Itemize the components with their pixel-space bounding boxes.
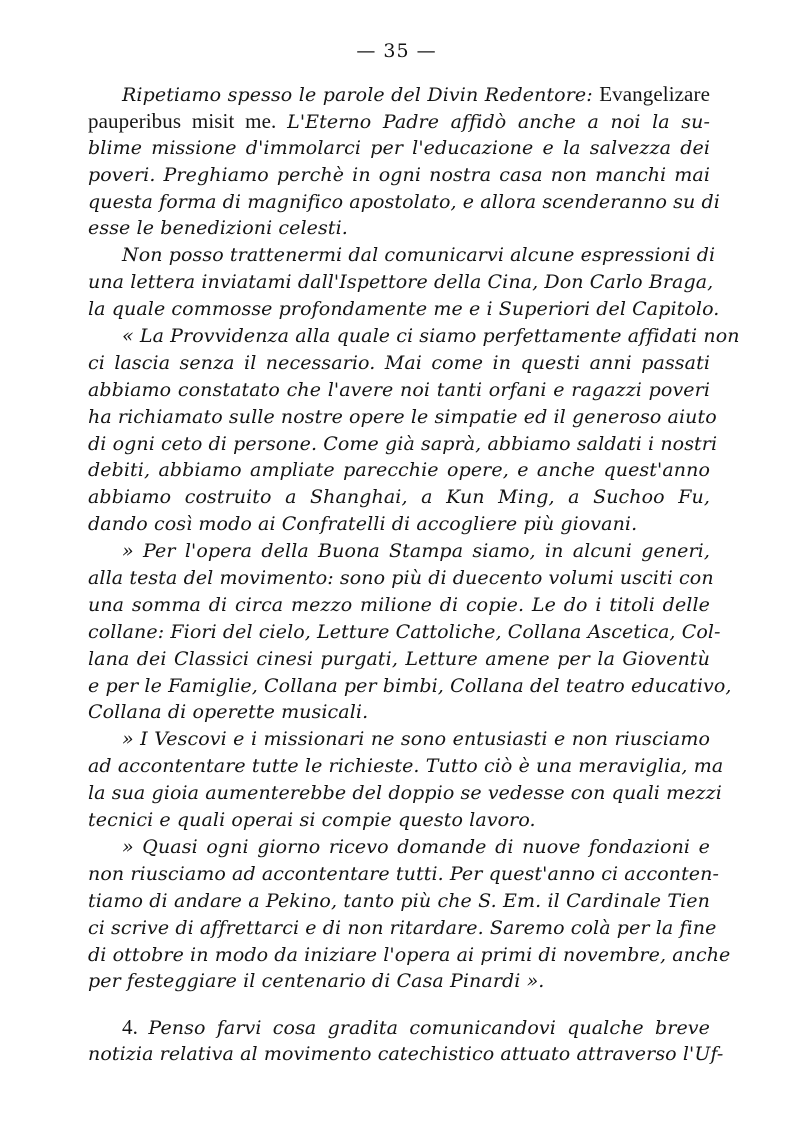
- text-segment: notizia relativa al movimento catechistico attuato attraverso l'Uf-: [88, 1043, 724, 1066]
- body-text: [88, 81, 740, 1068]
- text-segment: » Quasi ogni giorno ricevo domande di nuove fondazioni e: [122, 835, 710, 858]
- text-segment: pauperibus misit me.: [88, 108, 288, 133]
- paragraph: [88, 323, 740, 538]
- text-line: [88, 189, 720, 216]
- text-segment: la quale commosse profondamente me e i Superiori del Capitolo.: [88, 298, 720, 321]
- text-line: [88, 511, 710, 538]
- text-line: [88, 350, 710, 377]
- text-segment: lana dei Classici cinesi purgati, Letture amene per la Gioventù: [88, 647, 710, 670]
- text-segment: L'Eterno Padre affidò anche a noi la su-: [287, 110, 710, 133]
- text-segment: blime missione d'immolarci per l'educazione e la salvezza dei: [88, 136, 710, 159]
- text-segment: tiamo di andare a Pekino, tanto più che S. Em. il Cardinale Tien: [88, 889, 710, 912]
- text-line: [88, 780, 722, 807]
- text-line: [88, 619, 721, 646]
- text-line: [88, 673, 732, 700]
- paragraph-gap: [88, 995, 710, 1014]
- text-line: [88, 726, 710, 753]
- text-segment: » Per l'opera della Buona Stampa siamo, in alcuni generi,: [122, 540, 710, 563]
- paragraph: [88, 834, 731, 995]
- text-segment: e per le Famiglie, Collana per bimbi, Collana del teatro educativo,: [88, 674, 732, 697]
- text-line: [88, 646, 710, 673]
- text-segment: ad accontentare tutte le richieste. Tutto ciò è una meraviglia, ma: [88, 755, 724, 778]
- text-segment: debiti, abbiamo ampliate parecchie opere, e anche quest'anno: [88, 459, 710, 482]
- text-line: [88, 323, 740, 350]
- text-line: [88, 1014, 710, 1041]
- text-segment: » I Vescovi e i missionari ne sono entusiasti e non riusciamo: [122, 728, 710, 751]
- text-line: [88, 915, 717, 942]
- page-number: — 35 —: [356, 40, 437, 62]
- paragraph: [88, 538, 732, 726]
- text-segment: esse le benedizioni celesti.: [88, 217, 348, 240]
- text-segment: la sua gioia aumenterebbe del doppio se vedesse con quali mezzi: [88, 782, 722, 805]
- paragraph: [88, 1014, 724, 1068]
- text-segment: abbiamo costruito a Shanghai, a Kun Ming, a Suchoo Fu,: [88, 486, 710, 509]
- text-segment: collane: Fiori del cielo, Letture Cattoliche, Collana Ascetica, Col-: [88, 620, 721, 643]
- text-line: [88, 538, 710, 565]
- text-line: [88, 431, 718, 458]
- text-segment: Ripetiamo spesso le parole del Divin Redentore:: [122, 84, 600, 106]
- text-segment: non riusciamo ad accontentare tutti. Per quest'anno ci acconten-: [88, 862, 720, 885]
- text-line: [88, 861, 720, 888]
- text-segment: Non posso trattenermi dal comunicarvi alcune espressioni di: [122, 244, 716, 267]
- text-line: [88, 242, 716, 269]
- text-line: [88, 215, 710, 242]
- text-segment: questa forma di magnifico apostolato, e allora scenderanno su di: [88, 190, 720, 213]
- text-segment: dando così modo ai Confratelli di accogliere più giovani.: [88, 513, 638, 536]
- text-line: [88, 296, 720, 323]
- text-line: [88, 484, 710, 511]
- text-line: [88, 81, 710, 108]
- text-segment: alla testa del movimento: sono più di duecento volumi usciti con: [88, 567, 714, 590]
- text-segment: poveri. Preghiamo perchè in ogni nostra casa non manchi mai: [88, 163, 710, 186]
- text-segment: di ottobre in modo da iniziare l'opera ai primi di novembre, anche: [88, 943, 731, 966]
- paragraph: [88, 726, 724, 834]
- text-line: [88, 162, 710, 189]
- text-line: [88, 457, 710, 484]
- text-segment: abbiamo constatato che l'avere noi tanti orfani e ragazzi poveri: [88, 378, 710, 401]
- text-line: [88, 377, 710, 404]
- text-line: [88, 888, 710, 915]
- text-segment: ci lascia senza il necessario. Mai come in questi anni passati: [88, 351, 710, 374]
- text-segment: ha richiamato sulle nostre opere le simpatie ed il generoso aiuto: [88, 405, 717, 428]
- text-line: [88, 269, 714, 296]
- text-segment: una somma di circa mezzo milione di copie. Le do i titoli delle: [88, 593, 710, 616]
- text-line: [88, 807, 710, 834]
- text-line: [88, 592, 710, 619]
- text-line: [88, 699, 710, 726]
- text-segment: 4.: [122, 1015, 149, 1040]
- text-line: [88, 135, 710, 162]
- text-segment: una lettera inviatami dall'Ispettore della Cina, Don Carlo Braga,: [88, 271, 714, 294]
- text-line: [88, 1041, 724, 1068]
- text-segment: Evangelizare: [599, 82, 710, 106]
- text-line: [88, 942, 731, 969]
- text-segment: di ogni ceto di persone. Come già saprà, abbiamo saldati i nostri: [88, 432, 718, 455]
- text-line: [88, 108, 710, 135]
- text-segment: per festeggiare il centenario di Casa Pinardi ».: [88, 970, 545, 993]
- text-line: [88, 834, 710, 861]
- paragraph: [88, 81, 720, 242]
- text-line: [88, 565, 714, 592]
- text-segment: Collana di operette musicali.: [88, 701, 369, 724]
- text-line: [88, 968, 710, 995]
- text-segment: Penso farvi cosa gradita comunicandovi qualche breve: [148, 1017, 710, 1040]
- text-segment: ci scrive di affrettarci e di non ritardare. Saremo colà per la fine: [88, 916, 717, 939]
- text-segment: tecnici e quali operai si compie questo lavoro.: [88, 809, 536, 832]
- paragraph: [88, 242, 720, 323]
- text-segment: « La Provvidenza alla quale ci siamo perfettamente affidati non: [122, 325, 740, 348]
- text-line: [88, 753, 724, 780]
- text-line: [88, 404, 717, 431]
